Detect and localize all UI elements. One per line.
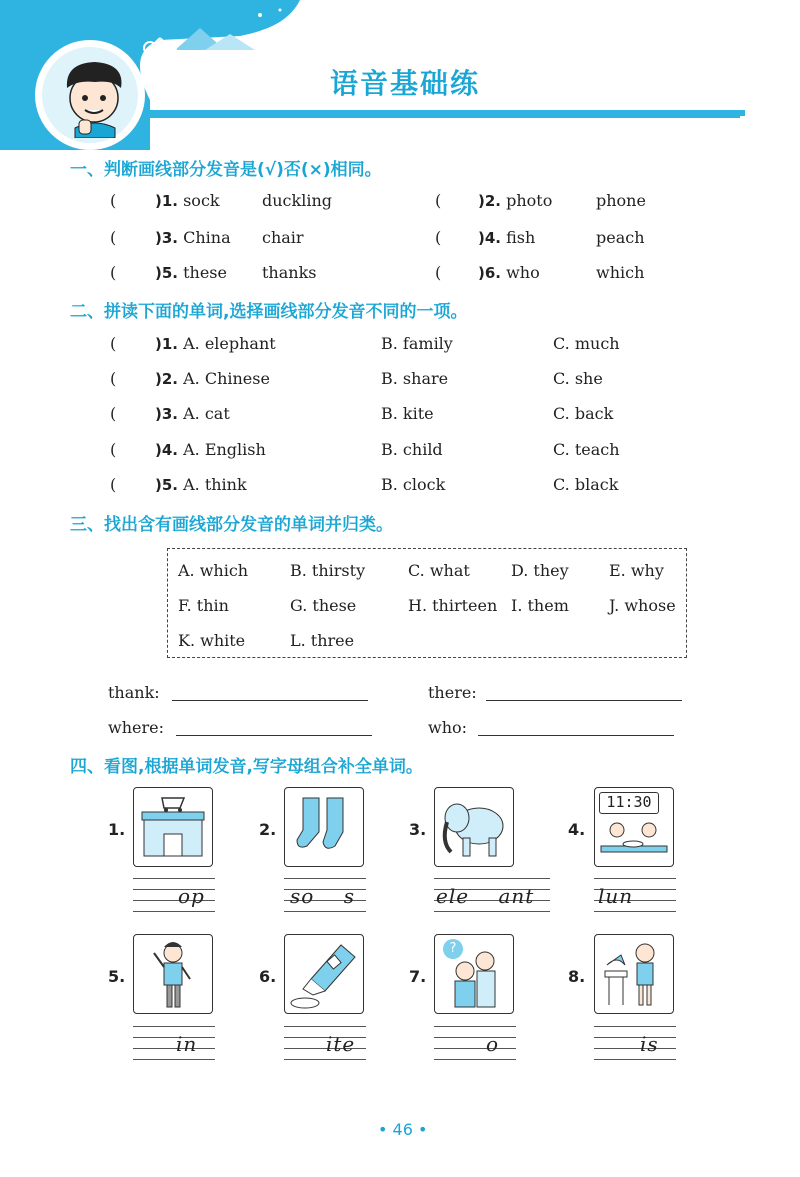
- list-item: )5. these: [155, 263, 227, 282]
- option-c: C. teach: [553, 440, 620, 459]
- answer-paren[interactable]: (: [110, 191, 117, 210]
- item-number: 5.: [108, 967, 126, 986]
- category-label: thank:: [108, 683, 160, 702]
- answer-paren[interactable]: (: [435, 263, 442, 282]
- shop-picture: [133, 787, 213, 867]
- word-fragment: ite: [326, 1032, 356, 1056]
- word-option: E. why: [609, 561, 664, 580]
- list-item: )1. A. elephant: [155, 334, 276, 353]
- word-fragment: ele ant: [436, 884, 535, 908]
- word: which: [596, 263, 645, 282]
- word-option: I. them: [511, 596, 569, 615]
- writing-lines[interactable]: [594, 1026, 676, 1060]
- list-item: )4. fish: [478, 228, 536, 247]
- item-number: 7.: [409, 967, 427, 986]
- option-c: C. black: [553, 475, 619, 494]
- word-option: K. white: [178, 631, 246, 650]
- list-item: )2. A. Chinese: [155, 369, 270, 388]
- answer-paren[interactable]: (: [110, 404, 117, 423]
- option-b: B. kite: [381, 404, 434, 423]
- word-bank-box: [167, 548, 687, 658]
- word: chair: [262, 228, 304, 247]
- answer-paren[interactable]: (: [435, 228, 442, 247]
- answer-line[interactable]: [478, 735, 674, 736]
- option-b: B. family: [381, 334, 453, 353]
- section-3-heading: 三、找出含有画线部分发音的单词并归类。: [70, 515, 393, 535]
- item-number: 2.: [259, 820, 277, 839]
- girl-waving-picture: [133, 934, 213, 1014]
- item-number: 4.: [568, 820, 586, 839]
- clock-display: 11:30: [599, 792, 659, 814]
- answer-paren[interactable]: (: [110, 440, 117, 459]
- word-option: H. thirteen: [408, 596, 498, 615]
- option-b: B. share: [381, 369, 449, 388]
- option-b: B. child: [381, 440, 443, 459]
- answer-paren[interactable]: (: [110, 263, 117, 282]
- word-option: A. which: [178, 561, 249, 580]
- page-number: • 46 •: [378, 1120, 428, 1139]
- word-fragment: so s: [290, 884, 355, 908]
- lunch-picture: [594, 787, 674, 867]
- list-item: )6. who: [478, 263, 540, 282]
- word-option: G. these: [290, 596, 357, 615]
- word-option: B. thirsty: [290, 561, 366, 580]
- answer-line[interactable]: [172, 700, 368, 701]
- word: duckling: [262, 191, 332, 210]
- list-item: )3. A. cat: [155, 404, 230, 423]
- shop-icon: [134, 788, 212, 866]
- glue-picture: [284, 934, 364, 1014]
- item-number: 3.: [409, 820, 427, 839]
- answer-paren[interactable]: (: [110, 334, 117, 353]
- socks-picture: [284, 787, 364, 867]
- word-fragment: is: [640, 1032, 659, 1056]
- socks-icon: [285, 788, 363, 866]
- glue-tube-icon: [285, 935, 363, 1013]
- word-option: F. thin: [178, 596, 229, 615]
- girl-fish-picture: [594, 934, 674, 1014]
- word-option: C. what: [408, 561, 470, 580]
- category-label: there:: [428, 683, 477, 702]
- word-option: L. three: [290, 631, 355, 650]
- answer-paren[interactable]: (: [110, 228, 117, 247]
- option-b: B. clock: [381, 475, 446, 494]
- word: phone: [596, 191, 646, 210]
- list-item: )4. A. English: [155, 440, 266, 459]
- word-fragment: lun: [598, 884, 634, 908]
- list-item: )2. photo: [478, 191, 553, 210]
- list-item: )5. A. think: [155, 475, 247, 494]
- question-badge: ?: [443, 939, 463, 959]
- word: thanks: [262, 263, 317, 282]
- item-number: 6.: [259, 967, 277, 986]
- answer-line[interactable]: [486, 700, 682, 701]
- option-c: C. she: [553, 369, 603, 388]
- word-fragment: o: [486, 1032, 500, 1056]
- section-4-heading: 四、看图,根据单词发音,写字母组合补全单词。: [70, 757, 423, 777]
- two-girls-picture: [434, 934, 514, 1014]
- option-c: C. back: [553, 404, 614, 423]
- category-label: who:: [428, 718, 468, 737]
- item-number: 1.: [108, 820, 126, 839]
- word: peach: [596, 228, 645, 247]
- word-fragment: op: [178, 884, 205, 908]
- section-2-heading: 二、拼读下面的单词,选择画线部分发音不同的一项。: [70, 302, 468, 322]
- page-title: 语音基础练: [330, 67, 481, 100]
- answer-paren[interactable]: (: [110, 475, 117, 494]
- answer-paren[interactable]: (: [435, 191, 442, 210]
- category-label: where:: [108, 718, 164, 737]
- elephant-picture: [434, 787, 514, 867]
- girl-waving-icon: [134, 935, 212, 1013]
- girl-fish-icon: [595, 935, 673, 1013]
- answer-paren[interactable]: (: [110, 369, 117, 388]
- boy-mascot-icon: [55, 58, 135, 138]
- list-item: )1. sock: [155, 191, 220, 210]
- writing-lines[interactable]: [434, 1026, 516, 1060]
- word-option: J. whose: [609, 596, 676, 615]
- option-c: C. much: [553, 334, 620, 353]
- word-fragment: in: [176, 1032, 198, 1056]
- list-item: )3. China: [155, 228, 231, 247]
- answer-line[interactable]: [176, 735, 372, 736]
- word-option: D. they: [511, 561, 569, 580]
- writing-lines[interactable]: [133, 1026, 215, 1060]
- section-1-heading: 一、判断画线部分发音是(√)否(×)相同。: [70, 160, 382, 180]
- item-number: 8.: [568, 967, 586, 986]
- elephant-icon: [435, 788, 513, 866]
